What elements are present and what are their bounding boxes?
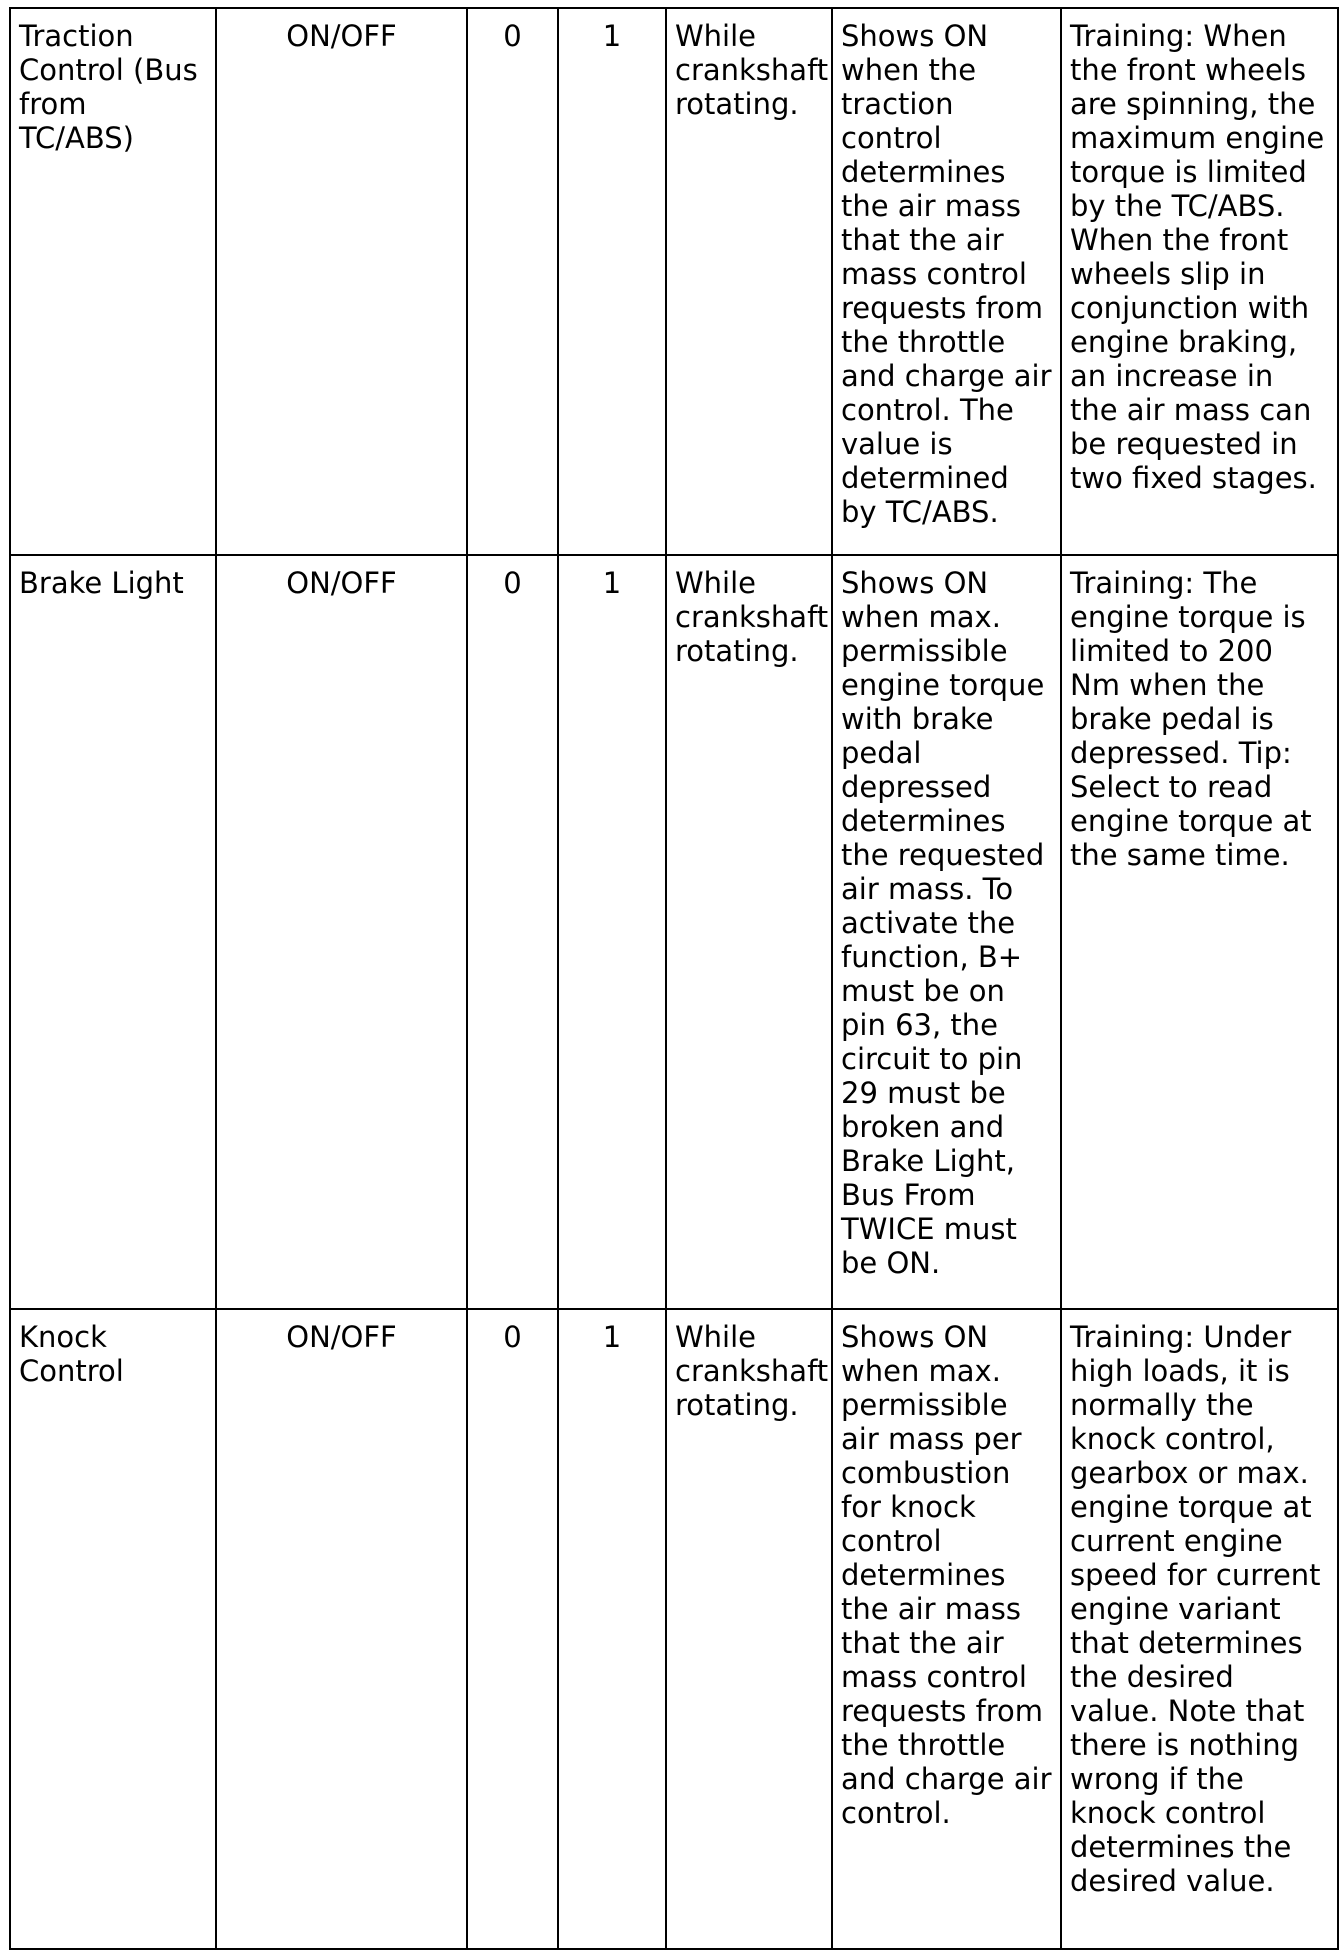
min-value: 0: [503, 19, 522, 53]
condition-text: While crankshaft rotating.: [675, 1320, 829, 1422]
training-note-text: Training: The engine torque is limited to 200 Nm when the brake pedal is depressed. Tip: Select to read engine torque at the same time.: [1070, 566, 1312, 872]
parameter-table: [9, 7, 1339, 1950]
min-value-cell: [467, 555, 558, 1309]
training-note-cell: [1061, 1309, 1338, 1949]
condition-text: While crankshaft rotating.: [675, 19, 829, 121]
condition-cell: [666, 555, 832, 1309]
parameter-name-cell: [10, 8, 216, 555]
condition-cell: [666, 1309, 832, 1949]
value-type-cell: [216, 1309, 467, 1949]
min-value: 0: [503, 566, 522, 600]
parameter-name: Brake Light: [19, 566, 184, 600]
description-text: Shows ON when the traction control determines the air mass that the air mass control requests from the throttle and charge air control. The value is determined by TC/ABS.: [841, 19, 1052, 529]
table-row: [10, 555, 1338, 1309]
training-note-text: Training: Under high loads, it is normally the knock control, gearbox or max. engine torque at current engine speed for current engine variant that determines the desired value. Note that there is nothing wrong if the knock control determines the desired value.: [1070, 1320, 1321, 1898]
max-value: 1: [602, 19, 622, 53]
value-type: ON/OFF: [286, 1320, 397, 1354]
parameter-name-cell: [10, 1309, 216, 1949]
training-note-text: Training: When the front wheels are spinning, the maximum engine torque is limited by the TC/ABS. When the front wheels slip in conjunction with engine braking, an increase in the air mass can be requested in two fixed stages.: [1070, 19, 1325, 495]
parameter-name-cell: [10, 555, 216, 1309]
max-value-cell: [558, 1309, 666, 1949]
parameter-name: Traction Control (Bus from TC/ABS): [19, 19, 198, 155]
condition-text: While crankshaft rotating.: [675, 566, 829, 668]
min-value-cell: [467, 1309, 558, 1949]
min-value-cell: [467, 8, 558, 555]
description-cell: [832, 8, 1061, 555]
max-value: 1: [602, 566, 622, 600]
description-text: Shows ON when max. permissible air mass per combustion for knock control determines the air mass that the air mass control requests from the throttle and charge air control.: [841, 1320, 1052, 1830]
min-value: 0: [503, 1320, 522, 1354]
max-value: 1: [602, 1320, 622, 1354]
training-note-cell: [1061, 8, 1338, 555]
training-note-cell: [1061, 555, 1338, 1309]
value-type-cell: [216, 555, 467, 1309]
parameter-name: Knock Control: [19, 1320, 124, 1388]
description-cell: [832, 1309, 1061, 1949]
description-text: Shows ON when max. permissible engine torque with brake pedal depressed determines the requested air mass. To activate the function, B+ must be on pin 63, the circuit to pin 29 must be broken and Brake Light, Bus From TWICE must be ON.: [841, 566, 1045, 1280]
max-value-cell: [558, 8, 666, 555]
table-row: [10, 1309, 1338, 1949]
value-type: ON/OFF: [286, 19, 397, 53]
description-cell: [832, 555, 1061, 1309]
condition-cell: [666, 8, 832, 555]
value-type: ON/OFF: [286, 566, 397, 600]
max-value-cell: [558, 555, 666, 1309]
value-type-cell: [216, 8, 467, 555]
table-row: [10, 8, 1338, 555]
